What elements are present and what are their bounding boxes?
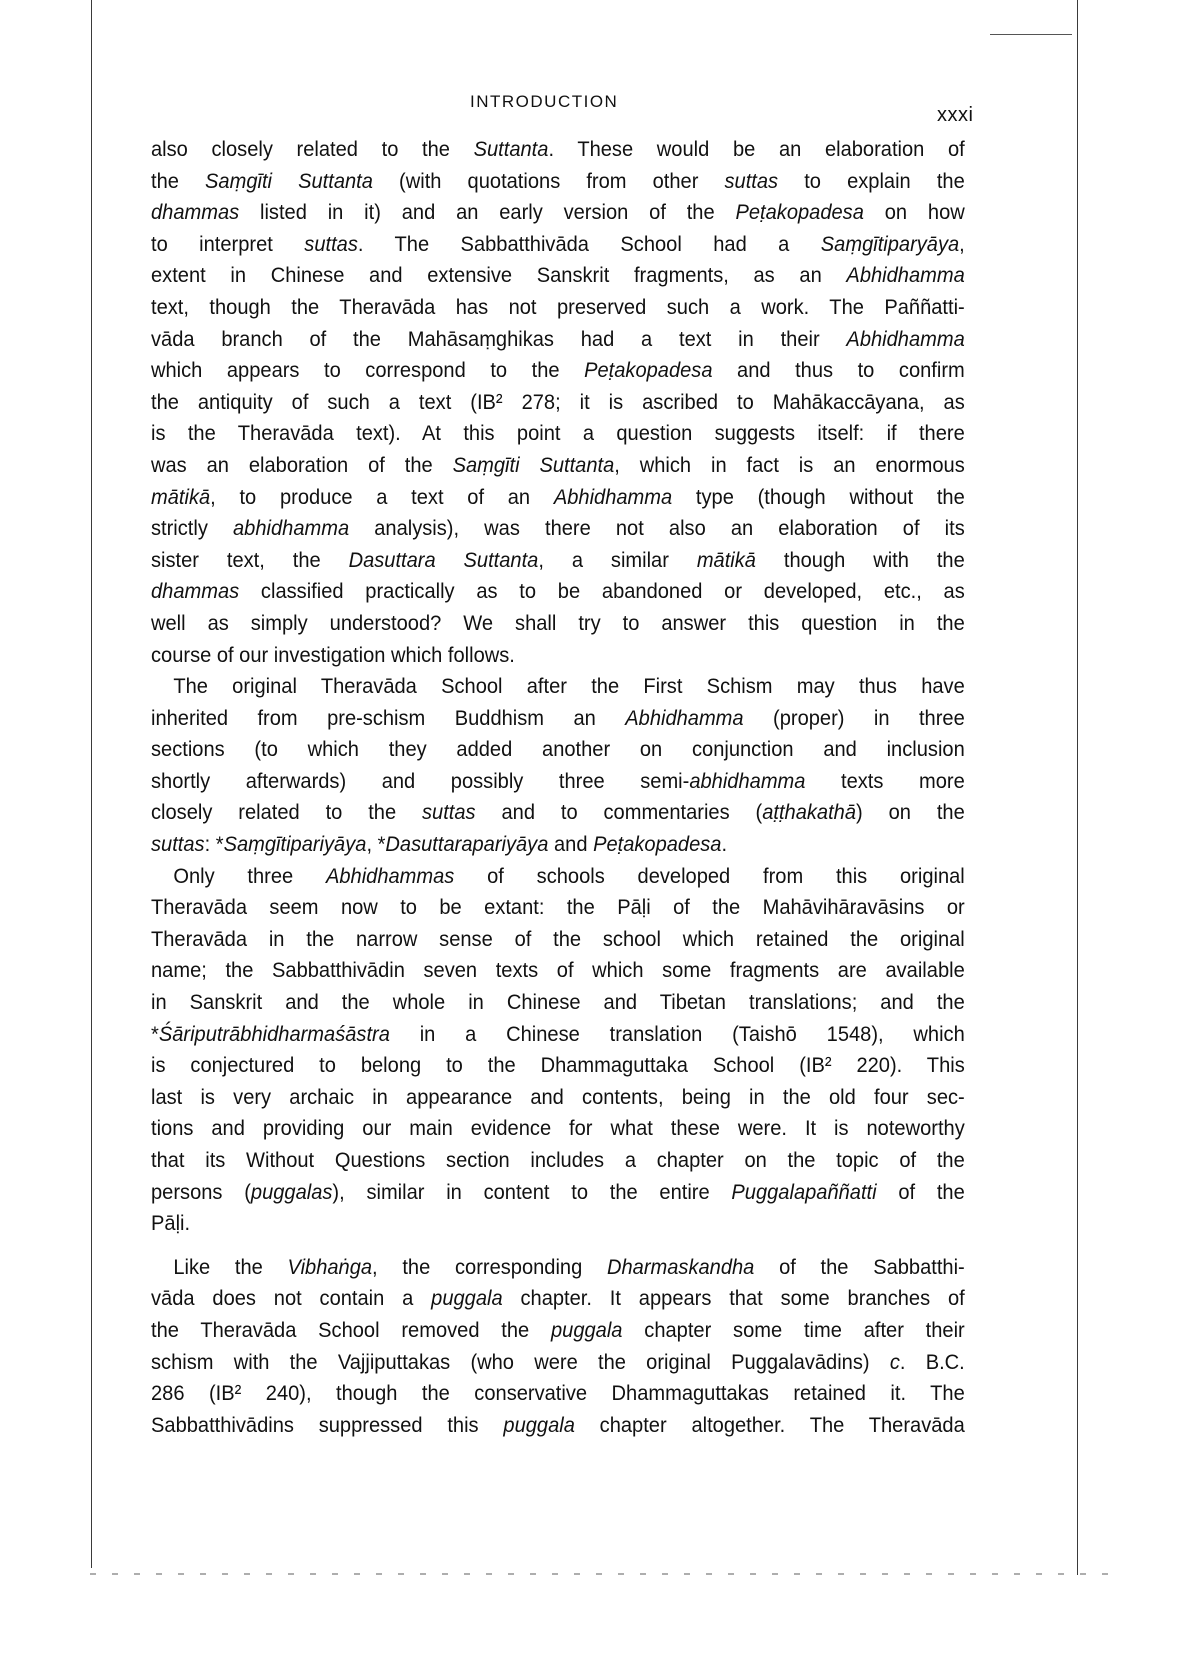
text-line: which appears to correspond to the Peṭakopadesa and thus to confirm <box>151 357 965 383</box>
text-line: Sabbatthivādins suppressed this puggala chapter altogether. The Theravāda <box>151 1411 965 1437</box>
text-line: suttas: *Saṃgītipariyāya, *Dasuttarapariyāya and Peṭakopadesa. <box>151 831 728 857</box>
paragraph <box>151 670 965 860</box>
text-line: mātikā, to produce a text of an Abhidhamma type (though without the <box>151 483 965 509</box>
text-line: sections (to which they added another on conjunction and inclusion <box>151 736 965 762</box>
page-number: xxxi <box>937 104 974 126</box>
text-line: Theravāda seem now to be extant: the Pāḷi of the Mahāvihāravāsins or <box>151 894 965 920</box>
text-line: shortly afterwards) and possibly three semi-abhidhamma texts more <box>151 767 965 793</box>
text-line: the antiquity of such a text (IB² 278; it is ascribed to Mahākaccāyana, as <box>151 388 965 414</box>
text-line: 286 (IB² 240), though the conservative Dhammaguttakas retained it. The <box>151 1380 965 1406</box>
text-line: inherited from pre-schism Buddhism an Abhidhamma (proper) in three <box>151 704 965 730</box>
body-text <box>151 133 965 1440</box>
text-line: was an elaboration of the Saṃgīti Suttanta, which in fact is an enormous <box>151 451 965 477</box>
scan-edge-right <box>1077 0 1078 1575</box>
paragraph-gap <box>151 1239 965 1251</box>
scan-bottom-dots <box>90 1573 1120 1575</box>
text-line: sister text, the Dasuttara Suttanta, a similar mātikā though with the <box>151 546 965 572</box>
text-line: is conjectured to belong to the Dhammaguttaka School (IB² 220). This <box>151 1052 965 1078</box>
text-line: dhammas classified practically as to be abandoned or developed, etc., as <box>151 578 965 604</box>
paragraph <box>151 1251 965 1441</box>
text-line: text, though the Theravāda has not preserved such a work. The Paññatti- <box>151 293 965 319</box>
text-line: vāda does not contain a puggala chapter. It appears that some branches of <box>151 1285 965 1311</box>
text-line: persons (puggalas), similar in content to the entire Puggalapaññatti of the <box>151 1178 965 1204</box>
text-line: well as simply understood? We shall try to answer this question in the <box>151 609 965 635</box>
text-line: *Śāriputrābhidharmaśāstra in a Chinese translation (Taishō 1548), which <box>151 1020 965 1046</box>
text-line: Theravāda in the narrow sense of the school which retained the original <box>151 925 965 951</box>
text-line: extent in Chinese and extensive Sanskrit fragments, as an Abhidhamma <box>151 262 965 288</box>
text-line: is the Theravāda text). At this point a question suggests itself: if there <box>151 420 965 446</box>
text-line: schism with the Vajjiputtakas (who were the original Puggalavādins) c. B.C. <box>151 1348 965 1374</box>
text-line: to interpret suttas. The Sabbatthivāda School had a Saṃgītiparyāya, <box>151 230 965 256</box>
text-line: the Theravāda School removed the puggala chapter some time after their <box>151 1316 965 1342</box>
text-line: Like the Vibhaṅga, the corresponding Dharmaskandha of the Sabbatthi- <box>173 1253 965 1279</box>
text-line: dhammas listed in it) and an early version of the Peṭakopadesa on how <box>151 199 965 225</box>
paragraph <box>151 860 965 1239</box>
scan-top-smudge <box>990 34 1072 35</box>
scan-edge-left <box>91 0 92 1568</box>
text-line: last is very archaic in appearance and contents, being in the old four sec- <box>151 1083 965 1109</box>
text-line: closely related to the suttas and to commentaries (aṭṭhakathā) on the <box>151 799 965 825</box>
text-line: Only three Abhidhammas of schools developed from this original <box>173 862 965 888</box>
text-line: vāda branch of the Mahāsaṃghikas had a text in their Abhidhamma <box>151 325 965 351</box>
text-line: course of our investigation which follows. <box>151 641 515 667</box>
text-line: tions and providing our main evidence for what these were. It is noteworthy <box>151 1115 965 1141</box>
text-line: also closely related to the Suttanta. These would be an elaboration of <box>151 136 965 161</box>
running-head: INTRODUCTION <box>470 92 619 111</box>
text-line: name; the Sabbatthivādin seven texts of which some fragments are available <box>151 957 965 983</box>
text-line: The original Theravāda School after the First Schism may thus have <box>173 673 965 699</box>
text-line: strictly abhidhamma analysis), was there not also an elaboration of its <box>151 515 965 541</box>
paragraph <box>151 133 965 670</box>
text-line: Pāḷi. <box>151 1210 191 1236</box>
text-line: that its Without Questions section includes a chapter on the topic of the <box>151 1147 965 1172</box>
text-line: the Saṃgīti Suttanta (with quotations from other suttas to explain the <box>151 167 965 193</box>
text-line: in Sanskrit and the whole in Chinese and Tibetan translations; and the <box>151 989 965 1015</box>
